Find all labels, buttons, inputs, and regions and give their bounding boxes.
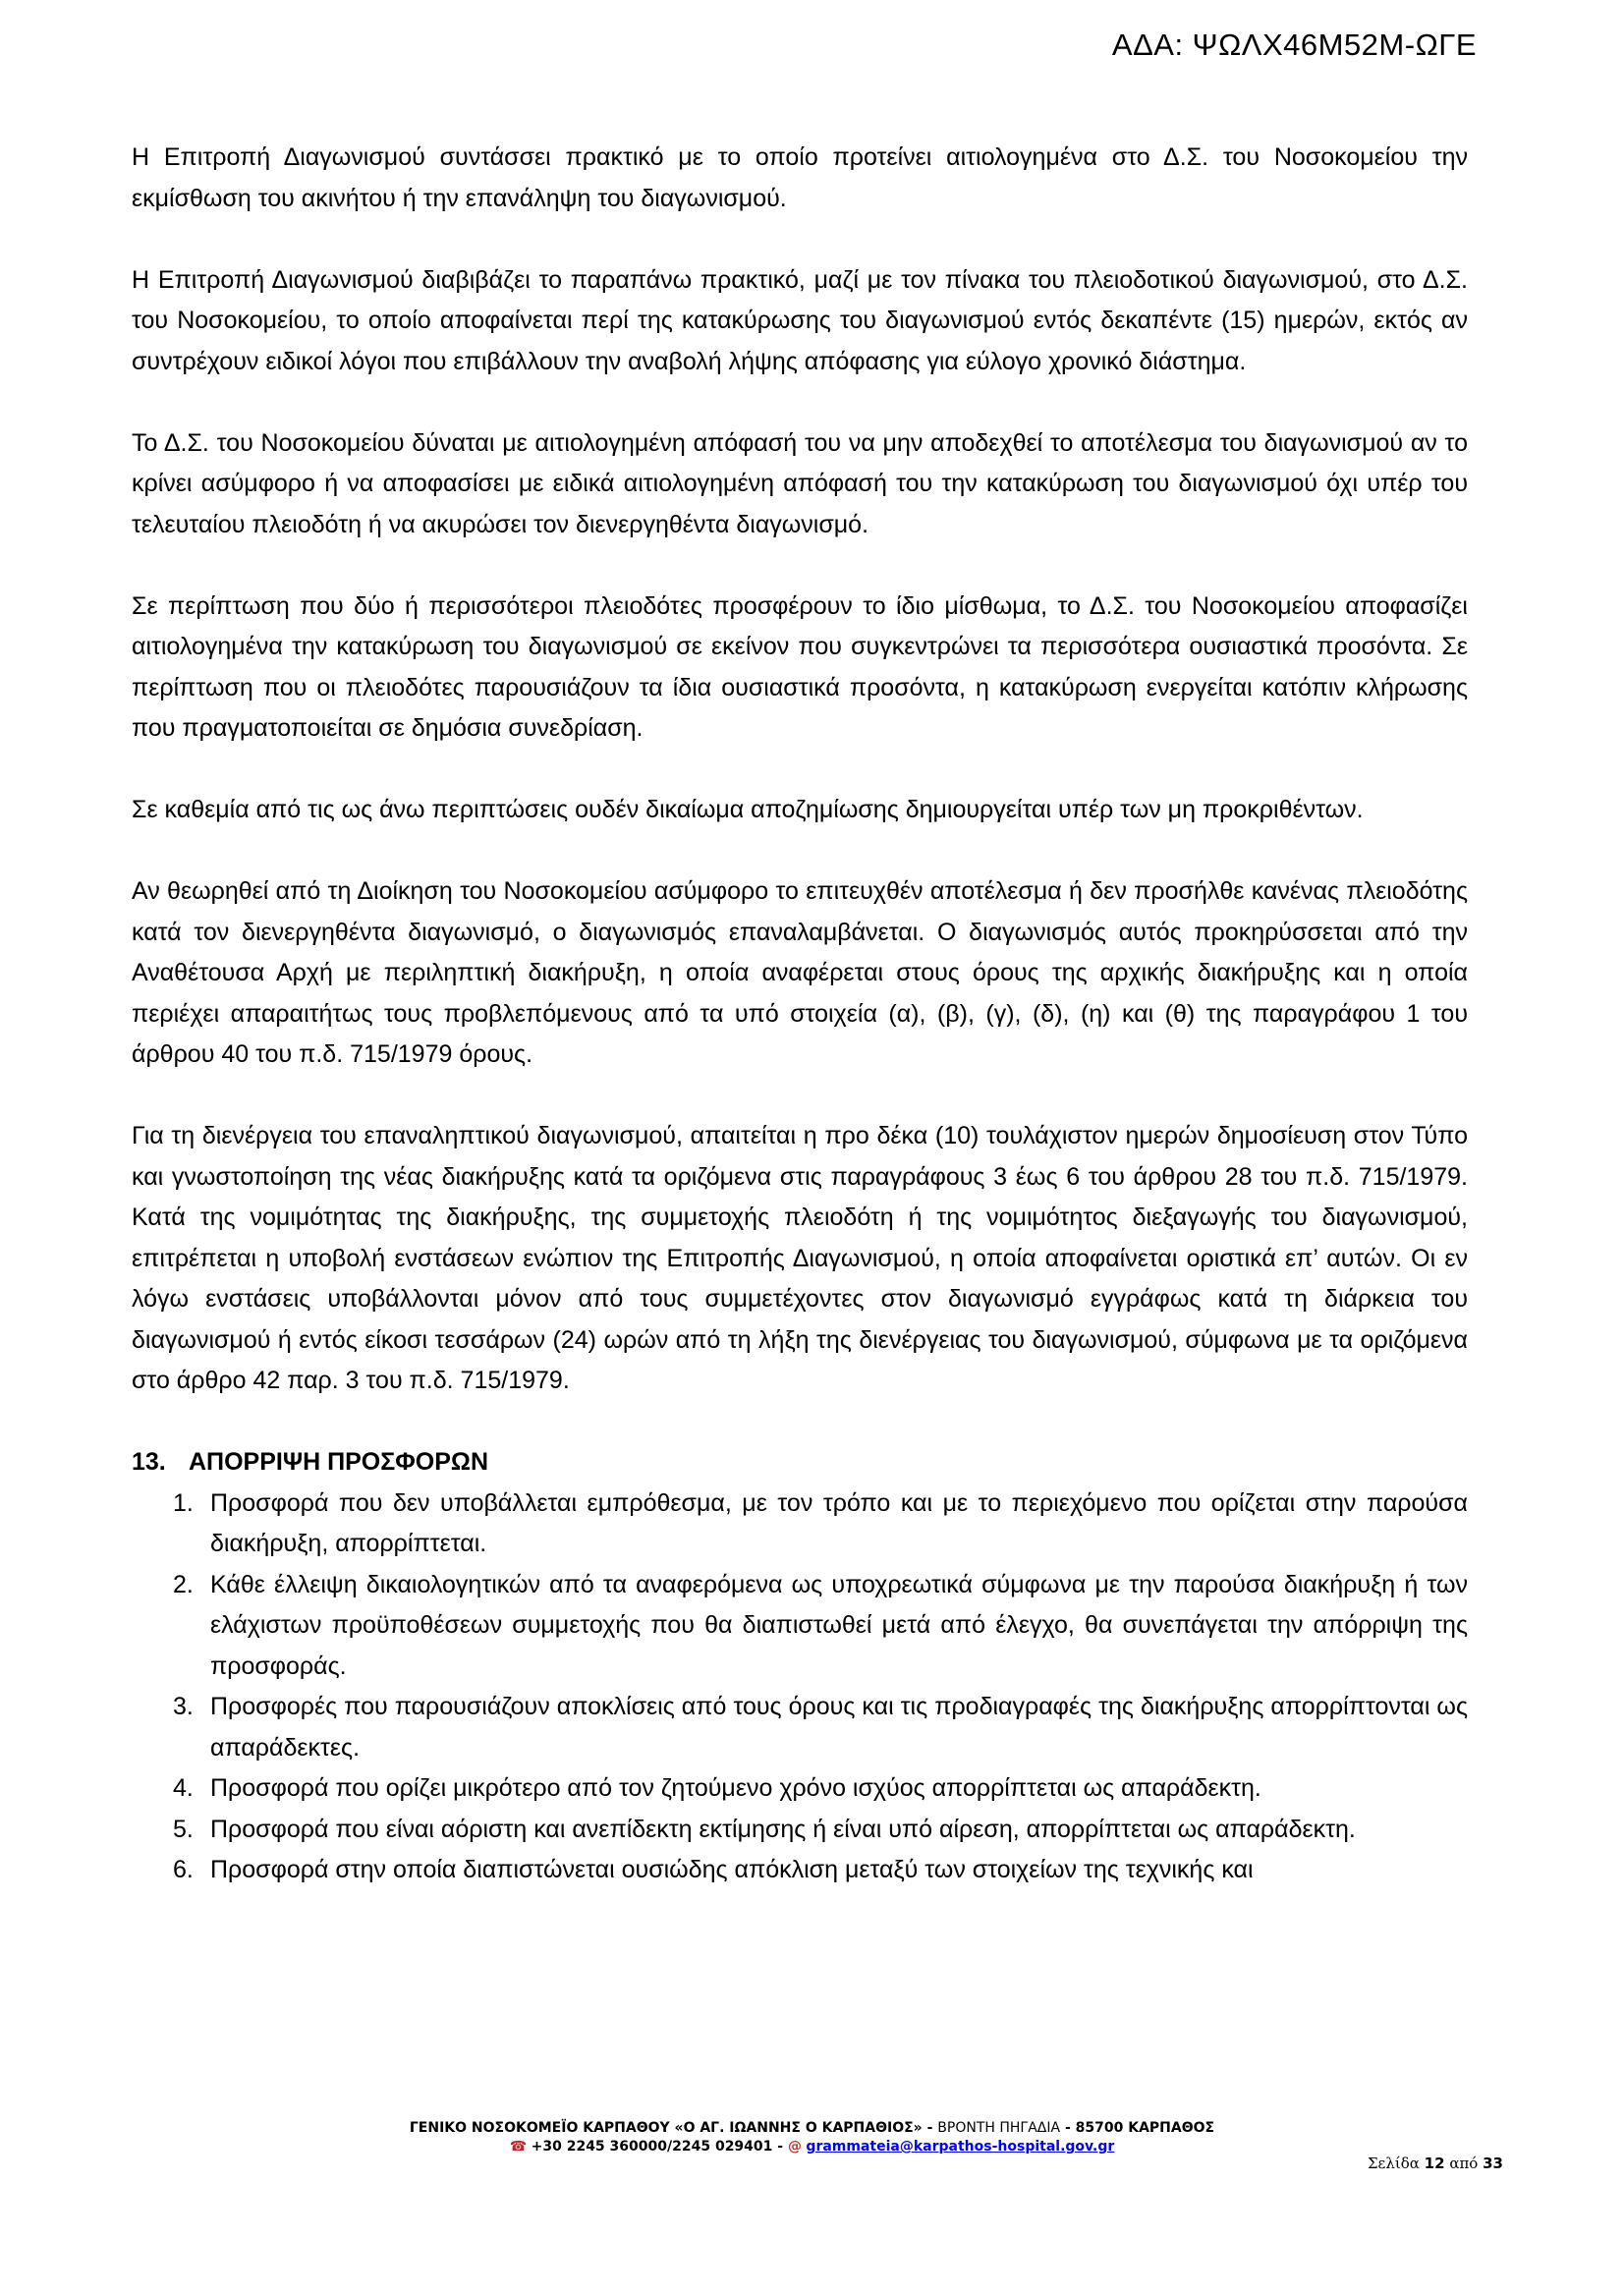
phone-icon: ☎ (509, 2139, 528, 2155)
paragraph: Το Δ.Σ. του Νοσοκομείου δύναται με αιτιολογημένη απόφασή του να μην αποδεχθεί το αποτέλεσμα του διαγωνισμού αν το κρίνει ασύμφορο ή να αποφασίσει με ειδικά αιτιολογημένη απόφασή του την κατακύρωση του διαγωνισμού όχι υπέρ του τελευταίου πλειοδότη ή να ακυρώσει τον διενεργηθέντα διαγωνισμό. (132, 428, 1468, 538)
list-number: 3. (173, 1693, 194, 1720)
page-label: Σελίδα (1367, 2155, 1420, 2172)
paragraph: Η Επιτροπή Διαγωνισμού συντάσσει πρακτικό με το οποίο προτείνει αιτιολογημένα στο Δ.Σ. του Νοσοκομείου την εκμίσθωση του ακινήτου ή την επανάληψη του διαγωνισμού. (132, 143, 1468, 212)
rejection-list (132, 1483, 1468, 1891)
section-number: 13. (132, 1448, 166, 1476)
paragraph: Για τη διενέργεια του επαναληπτικού διαγωνισμού, απαιτείται η προ δέκα (10) τουλάχιστον ημερών δημοσίευση στον Τύπο και γνωστοποίηση της νέας διακήρυξης κατά τα οριζόμενα στις παραγράφους 3 έως 6 του άρθρου 28 του π.δ. 715/1979. Κατά της νομιμότητας της διακήρυξης, της συμμετοχής πλειοδότη ή της νομιμότητος διεξαγωγής του διαγωνισμού, επιτρέπεται η υποβολή ενστάσεων ενώπιον της Επιτροπής Διαγωνισμού, η οποία αποφαίνεται οριστικά επ’ αυτών. Οι εν λόγω ενστάσεις υποβάλλονται μόνον από τους συμμετέχοντες στον διαγωνισμό εγγράφως κατά τη διάρκεια του διαγωνισμού ή εντός είκοσι τεσσάρων (24) ωρών από τη λήξη της διενέργειας του διαγωνισμού, σύμφωνα με τα οριζόμενα στο άρθρο 42 παρ. 3 του π.δ. 715/1979. (132, 1122, 1468, 1394)
email-icon: @ (787, 2139, 802, 2155)
paragraph: Αν θεωρηθεί από τη Διοίκηση του Νοσοκομείου ασύμφορο το επιτευχθέν αποτέλεσμα ή δεν προσήλθε κανένας πλειοδότης κατά τον διενεργηθέντα διαγωνισμό, ο διαγωνισμός επαναλαμβάνεται. Ο διαγωνισμός αυτός προκηρύσσεται από την Αναθέτουσα Αρχή με περιληπτική διακήρυξη, η οποία αναφέρεται στους όρους της αρχικής διακήρυξης και η οποία περιέχει απαραιτήτως τους προβλεπόμενους από τα υπό στοιχεία (α), (β), (γ), (δ), (η) και (θ) της παραγράφου 1 του άρθρου 40 του π.δ. 715/1979 όρους. (132, 877, 1468, 1068)
list-item (132, 1565, 1468, 1688)
list-text: Προσφορά που ορίζει μικρότερο από τον ζητούμενο χρόνο ισχύος απορρίπτεται ως απαράδεκτη. (210, 1774, 1261, 1802)
list-text: Προσφορά στην οποία διαπιστώνεται ουσιώδης απόκλιση μεταξύ των στοιχείων της τεχνικής και (210, 1856, 1254, 1883)
list-number: 1. (173, 1488, 194, 1517)
list-text: Προσφορά που είναι αόριστη και ανεπίδεκτη εκτίμησης ή είναι υπό αίρεση, απορρίπτεται ως απαράδεκτη. (210, 1815, 1356, 1843)
postal-address: 85700 ΚΑΡΠΑΘΟΣ (1075, 2120, 1215, 2136)
section-heading (132, 1442, 1468, 1483)
page-footer (0, 2119, 1624, 2156)
ada-identifier: ΑΔΑ: ΨΩΛΧ46Μ52Μ-ΩΓΕ (1111, 28, 1477, 62)
page-of-label: από (1449, 2155, 1479, 2172)
current-page: 12 (1424, 2155, 1445, 2172)
list-item (132, 1687, 1468, 1768)
list-number: 2. (173, 1570, 194, 1598)
document-body (132, 138, 1468, 1891)
list-item (132, 1850, 1468, 1891)
list-number: 4. (173, 1774, 194, 1802)
separator: - (1060, 2120, 1076, 2136)
hospital-name: ΓΕΝΙΚΟ ΝΟΣΟΚΟΜΕΪΟ ΚΑΡΠΑΘΟΥ «Ο ΑΓ. ΙΩΑΝΝΗΣ Ο ΚΑΡΠΑΘΙΟΣ» (409, 2120, 923, 2136)
list-text: Προσφορά που δεν υποβάλλεται εμπρόθεσμα, με τον τρόπο και με το περιεχόμενο που ορίζεται στην παρούσα διακήρυξη, απορρίπτεται. (210, 1488, 1468, 1557)
list-item (132, 1483, 1468, 1565)
total-pages: 33 (1483, 2155, 1503, 2172)
separator: - (772, 2139, 788, 2155)
paragraph: Σε καθεμία από τις ως άνω περιπτώσεις ουδέν δικαίωμα αποζημίωσης δημιουργείται υπέρ των μη προκριθέντων. (132, 796, 1364, 823)
page-number (1368, 2155, 1503, 2172)
paragraph: Η Επιτροπή Διαγωνισμού διαβιβάζει το παραπάνω πρακτικό, μαζί με τον πίνακα του πλειοδοτικού διαγωνισμού, στο Δ.Σ. του Νοσοκομείου, το οποίο αποφαίνεται περί της κατακύρωσης του διαγωνισμού εντός δεκαπέντε (15) ημερών, εκτός αν συντρέχουν ειδικοί λόγοι που επιβάλλουν την αναβολή λήψης απόφασης για εύλογο χρονικό διάστημα. (132, 265, 1468, 375)
paragraph: Σε περίπτωση που δύο ή περισσότεροι πλειοδότες προσφέρουν το ίδιο μίσθωμα, το Δ.Σ. του Νοσοκομείου αποφασίζει αιτιολογημένα την κατακύρωση του διαγωνισμού σε εκείνον που συγκεντρώνει τα περισσότερα ουσιαστικά προσόντα. Σε περίπτωση που οι πλειοδότες παρουσιάζουν τα ίδια ουσιαστικά προσόντα, η κατακύρωση ενεργείται κατόπιν κλήρωσης που πραγματοποιείται σε δημόσια συνεδρίαση. (132, 591, 1468, 742)
list-number: 6. (173, 1856, 194, 1883)
separator: - (922, 2120, 938, 2136)
email-link[interactable]: grammateia@karpathos-hospital.gov.gr (806, 2139, 1115, 2155)
street-address: ΒΡΟΝΤΗ ΠΗΓΑΔΙΑ (937, 2120, 1061, 2136)
phone-numbers: +30 2245 360000/2245 029401 (531, 2139, 773, 2155)
list-number: 5. (173, 1815, 194, 1843)
list-text: Προσφορές που παρουσιάζουν αποκλίσεις από τους όρους και τις προδιαγραφές της διακήρυξης απορρίπτονται ως απαράδεκτες. (210, 1693, 1468, 1762)
list-item (132, 1768, 1468, 1810)
footer-address-line (0, 2119, 1624, 2138)
list-item (132, 1810, 1468, 1851)
section-title: ΑΠΟΡΡΙΨΗ ΠΡΟΣΦΟΡΩΝ (189, 1448, 488, 1476)
list-text: Κάθε έλλειψη δικαιολογητικών από τα αναφερόμενα ως υποχρεωτικά σύμφωνα με την παρούσα διακήρυξη ή των ελάχιστων προϋποθέσεων συμμετοχής που θα διαπιστωθεί μετά από έλεγχο, θα συνεπάγεται την απόρριψη της προσφοράς. (210, 1570, 1468, 1680)
